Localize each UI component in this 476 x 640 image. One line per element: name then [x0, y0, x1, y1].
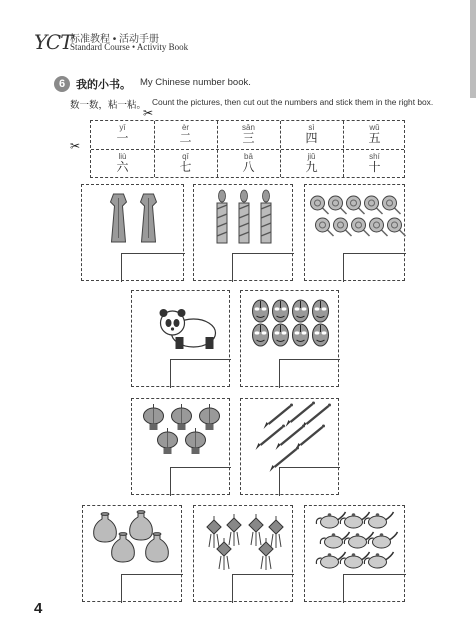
instruction-cn: 数一数，粘一粘。 [70, 100, 147, 111]
answer-slot[interactable] [279, 467, 340, 496]
yct-logo: YCT [34, 30, 73, 54]
number-cutout[interactable] [280, 150, 343, 179]
number-cutout[interactable] [343, 121, 406, 150]
scissors-icon: ✂ [70, 139, 81, 153]
number-pinyin: yī [119, 123, 126, 132]
number-hanzi: 四 [305, 131, 318, 145]
picture-card [240, 290, 339, 387]
number-hanzi: 一 [116, 131, 129, 145]
candle-icon [261, 190, 271, 243]
number-cutout[interactable] [91, 150, 154, 179]
number-cutout[interactable] [91, 121, 154, 150]
lantern-icon [186, 428, 206, 454]
lollipop-icon [365, 196, 383, 214]
brush-icon [256, 425, 286, 451]
number-cutout[interactable] [154, 121, 217, 150]
picture-card [304, 505, 405, 602]
opera-mask-icon [293, 324, 309, 346]
number-pinyin: èr [181, 123, 190, 132]
answer-slot[interactable] [343, 574, 406, 603]
lollipop-icon [334, 218, 352, 236]
opera-mask-icon [273, 300, 289, 322]
answer-slot[interactable] [170, 359, 231, 388]
number-hanzi: 七 [179, 160, 192, 174]
lollipop-icon [347, 196, 365, 214]
chinese-knot-icon [227, 514, 241, 546]
lantern-icon [158, 428, 178, 454]
picture-card [131, 398, 230, 495]
number-cutout[interactable] [154, 150, 217, 179]
lollipop-icon [329, 196, 347, 214]
opera-mask-icon [313, 300, 329, 322]
number-hanzi: 九 [305, 160, 318, 174]
book-title-en: Standard Course • Activity Book [70, 42, 189, 52]
picture-card [304, 184, 405, 281]
lollipop-icon [388, 218, 406, 236]
answer-slot[interactable] [232, 253, 294, 282]
qipao-dress-icon [111, 194, 127, 242]
number-pinyin: liù [118, 152, 127, 161]
candle-icon [239, 190, 249, 243]
vase-icon [130, 511, 153, 541]
number-cutout[interactable] [217, 150, 280, 179]
lantern-icon [200, 404, 220, 430]
brush-icon [264, 404, 294, 430]
brush-icon [302, 404, 332, 430]
chinese-knot-icon [207, 516, 221, 548]
picture-card [81, 184, 184, 281]
opera-mask-icon [273, 324, 289, 346]
opera-mask-icon [293, 300, 309, 322]
number-pinyin: bā [244, 152, 253, 161]
number-pinyin: wǔ [369, 123, 380, 132]
picture-card [131, 290, 230, 387]
number-hanzi: 三 [242, 131, 255, 145]
number-hanzi: 十 [368, 160, 381, 174]
chinese-knot-icon [249, 514, 263, 546]
answer-slot[interactable] [121, 253, 185, 282]
number-pinyin: jiǔ [307, 152, 316, 161]
lollipop-icon [352, 218, 370, 236]
lantern-icon [144, 404, 164, 430]
picture-card [193, 505, 293, 602]
lollipop-icon [311, 196, 329, 214]
opera-mask-icon [313, 324, 329, 346]
number-hanzi: 八 [242, 160, 255, 174]
page-number: 4 [34, 600, 43, 617]
book-title-cn: 标准教程 • 活动手册 [70, 34, 160, 45]
number-cutout[interactable] [280, 121, 343, 150]
number-cutout[interactable] [343, 150, 406, 179]
panda-icon [160, 309, 216, 349]
opera-mask-icon [253, 300, 269, 322]
lollipop-icon [383, 196, 401, 214]
number-pinyin: qī [182, 152, 189, 161]
number-pinyin: sì [308, 123, 315, 132]
vase-icon [94, 513, 117, 543]
section-number: 6 [54, 76, 70, 92]
number-cutout-grid [90, 120, 405, 178]
lollipop-icon [316, 218, 334, 236]
number-hanzi: 五 [368, 131, 381, 145]
candle-icon [217, 190, 227, 243]
answer-slot[interactable] [170, 467, 231, 496]
number-hanzi: 六 [116, 160, 129, 174]
section-title-cn: 我的小书。 [76, 79, 131, 91]
answer-slot[interactable] [343, 253, 406, 282]
opera-mask-icon [253, 324, 269, 346]
scissors-icon: ✂ [143, 106, 154, 120]
answer-slot[interactable] [121, 574, 183, 603]
picture-card [82, 505, 182, 602]
qipao-dress-icon [141, 194, 157, 242]
page-edge-tab [470, 0, 476, 98]
answer-slot[interactable] [232, 574, 294, 603]
lantern-icon [172, 404, 192, 430]
answer-slot[interactable] [279, 359, 340, 388]
number-cutout[interactable] [217, 121, 280, 150]
picture-card [193, 184, 293, 281]
number-hanzi: 二 [179, 131, 192, 145]
lollipop-icon [370, 218, 388, 236]
section-title-en: My Chinese number book. [140, 77, 251, 88]
chinese-knot-icon [269, 516, 283, 548]
number-pinyin: shí [369, 152, 380, 161]
picture-card [240, 398, 339, 495]
instruction-en: Count the pictures, then cut out the numbers and stick them in the right box. [152, 97, 434, 107]
number-pinyin: sān [242, 123, 255, 132]
